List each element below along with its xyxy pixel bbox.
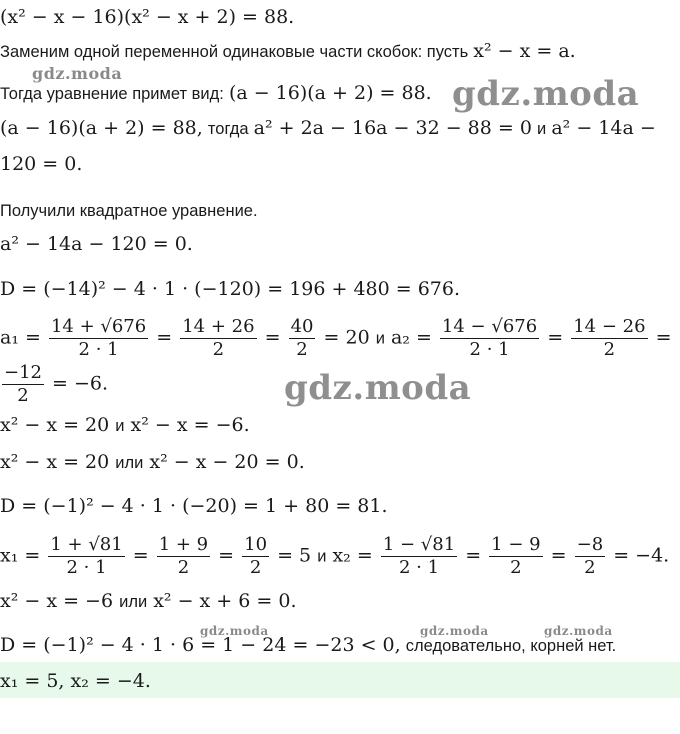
fraction: $\frac{1 - 9}{2}$ xyxy=(491,534,541,578)
watermark: gdz.moda xyxy=(200,624,269,638)
fraction: $\frac{14 + √676}{2 \cdot 1}$ xyxy=(50,316,147,360)
equation-original: (x² − x − 16)(x² − x + 2) = 88. xyxy=(0,6,295,28)
fraction: $\frac{14 - 26}{2}$ xyxy=(573,316,646,360)
fraction: $\frac{-12}{2}$ xyxy=(4,362,42,406)
quadratic-note: Получили квадратное уравнение. xyxy=(0,202,258,220)
quadratic-equation-a: a² − 14a − 120 = 0. xyxy=(0,233,193,255)
expansion-line-cont: 120 = 0. xyxy=(0,153,83,175)
substitution-line: Заменим одной переменной одинаковые части скобок: пусть x² − x = a. xyxy=(0,40,576,62)
fraction: $\frac{-8}{2}$ xyxy=(576,534,604,578)
equation-case-1: x² − x = 20 или x² − x − 20 = 0. xyxy=(0,451,305,473)
watermark: gdz.moda xyxy=(284,368,472,408)
fraction: $\frac{14 - √676}{2 \cdot 1}$ xyxy=(441,316,538,360)
watermark: gdz.moda xyxy=(32,64,123,83)
watermark: gdz.moda xyxy=(420,624,489,638)
fraction: $\frac{1 + 9}{2}$ xyxy=(158,534,209,578)
discriminant-a: D = (−14)² − 4 · 1 · (−120) = 196 + 480 = 676. xyxy=(0,278,461,300)
fraction: $\frac{14 + 26}{2}$ xyxy=(182,316,255,360)
substituted-equation-line: Тогда уравнение примет вид: (a − 16)(a + 2) = 88. xyxy=(0,82,432,104)
roots-a-line: a₁ = $\frac{14 + √676}{2 \cdot 1}$ = $\frac{14 + 26}{2}$ = $\frac{40}{2}$ = 20 и a₂ = $\frac{14 - √676}{2 \cdot 1}$ = $\frac{14 - 26}{2}$ = xyxy=(0,316,672,360)
watermark: gdz.moda xyxy=(452,74,640,114)
fraction: $\frac{1 - √81}{2 \cdot 1}$ xyxy=(382,534,456,578)
discriminant-case-2: D = (−1)² − 4 · 1 · 6 = 1 − 24 = −23 < 0, следовательно, корней нет. xyxy=(0,634,617,656)
fraction: $\frac{40}{2}$ xyxy=(290,316,314,360)
watermark: gdz.moda xyxy=(544,624,613,638)
back-substitution: x² − x = 20 и x² − x = −6. xyxy=(0,414,250,436)
final-answer: x₁ = 5, x₂ = −4. xyxy=(0,670,151,692)
equation-case-2: x² − x = −6 или x² − x + 6 = 0. xyxy=(0,590,297,612)
fraction: $\frac{10}{2}$ xyxy=(244,534,268,578)
roots-a-line-cont: $\frac{-12}{2}$ = −6. xyxy=(4,362,109,406)
expansion-line: (a − 16)(a + 2) = 88, тогда a² + 2a − 16a − 32 − 88 = 0 и a² − 14a − xyxy=(0,117,656,139)
discriminant-case-1: D = (−1)² − 4 · 1 · (−20) = 1 + 80 = 81. xyxy=(0,495,388,517)
fraction: $\frac{1 + √81}{2 \cdot 1}$ xyxy=(50,534,123,578)
roots-x-line: x₁ = $\frac{1 + √81}{2 \cdot 1}$ = $\frac{1 + 9}{2}$ = $\frac{10}{2}$ = 5 и x₂ = $\frac{1 - √81}{2 \cdot 1}$ = $\frac{1 - 9}{2}$ = $\frac{-8}{2}$ = −4. xyxy=(0,534,670,578)
